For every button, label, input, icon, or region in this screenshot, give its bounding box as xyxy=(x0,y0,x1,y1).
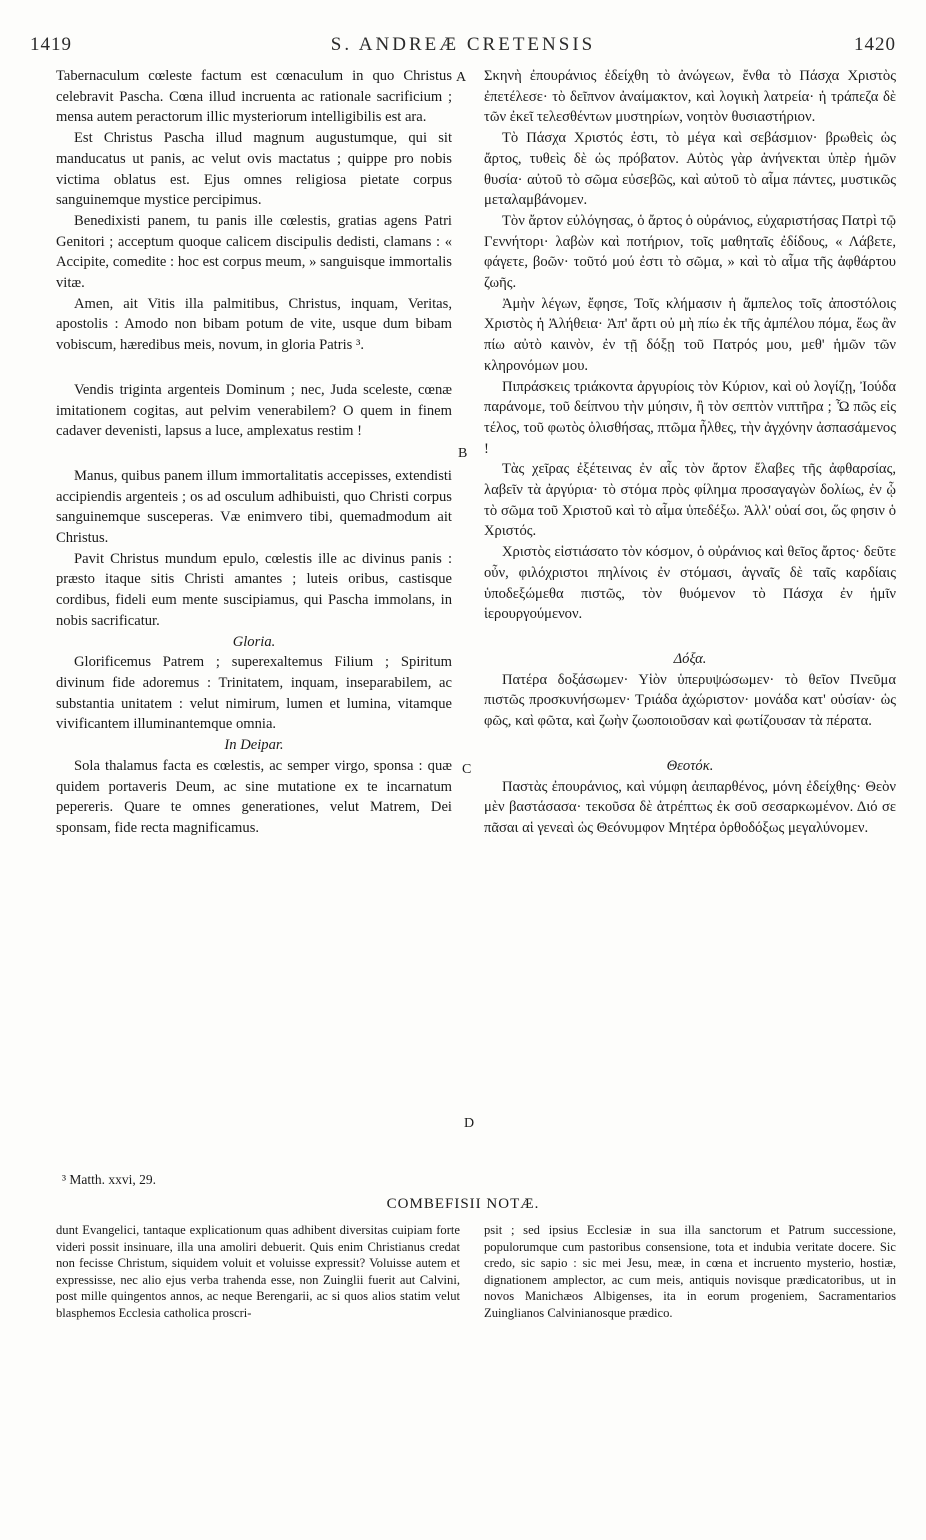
latin-paragraph: Tabernaculum cœleste factum est cœnaculum in quo Christus celebravit Pascha. Cœna illud incruenta ac rationale sacrificium ; mensa autem peractorum illic mysteriorum intelligibilis est ara. xyxy=(56,68,452,126)
page-number-right: 1420 xyxy=(854,34,896,55)
greek-column xyxy=(484,66,896,839)
latin-paragraph: Benedixisti panem, tu panis ille cœlestis, gratias agens Patri Genitori ; acceptum quoque calicem discipulis dedisti, clamans : « Accipite, comedite : hoc est corpus meum, » sanguisque immortalis vitæ. xyxy=(56,212,452,292)
notes-paragraph: dunt Evangelici, tantaque explicationum quas adhibent diversitas cuipiam forte videri possit insinuare, illa una amoliri debuerit. Quis enim Christianus credat non fecisse Christum, siquidem voluit et voluisse expressit? Voluisse autem et expressisse, nec alio ejus verba trahenda esse, non Zuinglii fuerit aut Calvini, post mille quingentos annos, ac neque Berengarii, ac si quos alios statim velut blasphemos Ecclesia catholica proscri- xyxy=(56,1223,460,1320)
greek-paragraph: Τὰς χεῖρας ἐξέτεινας ἐν αἷς τὸν ἄρτον ἔλαβες τῆς ἀφθαρσίας, λαβεῖν τὰ ἀργύρια· τὸ στόμα πρὸς φίλημα προσαγαγὼν δολίως, ἐν ᾧ τὸ σῶμα τοῦ Χριστοῦ καὶ τὸ αἷμα ὑπεδέξω. Ἀλλ' οὐαί σοι, ὥς φησιν ὁ Χριστός. xyxy=(484,461,896,540)
greek-paragraph: Πατέρα δοξάσωμεν· Υἱὸν ὑπερυψώσωμεν· τὸ θεῖον Πνεῦμα πιστῶς προσκυνήσωμεν· Τριάδα ἀχώριστον· μονάδα κατ' οὐσίαν· ὡς φῶς, καὶ φῶτα, καὶ ζωὴν ζωοποιοῦσαν καὶ φωτίζουσαν τὰ πέρατα. xyxy=(484,671,896,730)
footnote: ³ Matth. xxvi, 29. xyxy=(62,1172,157,1187)
section-heading-theotokion: Θεοτόκ. xyxy=(666,757,714,774)
page-number-left: 1419 xyxy=(30,34,72,55)
greek-paragraph: Τὸ Πάσχα Χριστός ἐστι, τὸ μέγα καὶ σεβάσμιον· βρωθεὶς ὡς ἄρτος, τυθεὶς δὲ ὡς πρόβατον. Αὐτὸς γὰρ ἀνήνεκται ὑπὲρ ἡμῶν θυσία· αὐτοῦ τὸ σῶμα εὐσεβῶς, καὶ αὐτοῦ τὸ αἷμα πάντες, μυστικῶς μεταλαμβάνομεν. xyxy=(484,130,896,209)
greek-paragraph: Χριστὸς εἱστιάσατο τὸν κόσμον, ὁ οὐράνιος καὶ θεῖος ἄρτος· δεῦτε οὖν, φιλόχριστοι πηλίνοις ἐν στόμασι, ἁγναῖς δὲ ταῖς καρδίαις ὑποδεξώμεθα πιστῶς, τὸν θυόμενον τὸ Πάσχα ἐν ἡμῖν ἱερουργούμενον. xyxy=(484,544,896,623)
notes-column-right xyxy=(484,1222,896,1322)
latin-paragraph: Vendis triginta argenteis Dominum ; nec, Juda sceleste, cœnæ imitationem cogitas, aut pelvim venerabilem? O quem in finem cadaver devenisti, lapsus a luce, amplexatus restim ! xyxy=(56,381,452,440)
spacer xyxy=(56,442,452,466)
latin-paragraph: Est Christus Pascha illud magnum augustumque, qui sit manducatus ut panis, ac velut ovis mactatus ; quippe pro nobis victima oblatus est. Ejus omnes religiosa pietate corpus sanguinemque mystice percipimus. xyxy=(56,130,452,209)
greek-paragraph: Σκηνὴ ἐπουράνιος ἐδείχθη τὸ ἀνώγεων, ἔνθα τὸ Πάσχα Χριστὸς ἐπετέλεσε· τὸ δεῖπνον ἀναίμακτον, καὶ λογικὴ λατρεία· ἡ τράπεζα δὲ τῶν ἐκεῖ τελεσθέντων μυστηρίων, νοητὸν θυσιαστήριον. xyxy=(484,68,896,126)
latin-paragraph: Glorificemus Patrem ; superexaltemus Filium ; Spiritum divinum fide adoremus : Trinitatem, inquam, inseparabilem, ac substantia unitatem : velut nimirum, lumen et lumina, vitamque vivificantem illuminantemque omnia. xyxy=(56,654,452,733)
margin-marker-b: B xyxy=(458,446,468,461)
margin-marker-c: C xyxy=(462,762,472,777)
section-heading-doxa: Δόξα. xyxy=(673,650,707,667)
page-header-title: S. ANDREÆ CRETENSIS xyxy=(330,34,596,55)
latin-paragraph: Sola thalamus facta es cœlestis, ac semper virgo, sponsa : quæ quidem portaveris Deum, ac sine mutatione ex te incarnatum pepereris. Quare te omnes generationes, velut Matrem, Dei sponsam, fide recta magnificamus. xyxy=(56,757,452,836)
greek-paragraph: Παστὰς ἐπουράνιος, καὶ νύμφη ἀειπαρθένος, μόνη ἐδείχθης· Θεὸν μὲν βαστάσασα· τεκοῦσα δὲ ἀτρέπτως ἐκ σοῦ σεσαρκωμένον. Διό σε πᾶσαι αἱ γενεαὶ ὡς Θεόνυμφον Μητέρα ὀρθοδόξως μεγαλύνομεν. xyxy=(484,778,896,836)
latin-paragraph: Pavit Christus mundum epulo, cœlestis ille ac divinus panis : præsto itaque sitis Christi amantes ; luteis oribus, castisque cordibus, fideli eum mente suscipiamus, qui Pascha immolans, in nobis sacrificatur. xyxy=(56,550,452,629)
spacer xyxy=(484,625,896,649)
greek-paragraph: Πιπράσκεις τριάκοντα ἀργυρίοις τὸν Κύριον, καὶ οὐ λογίζῃ, Ἰούδα παράνομε, τοῦ δείπνου τὴν μύησιν, ἢ τὸν σεπτὸν νιπτῆρα ; Ὦ πῶς εἰς τέλος, τοῦ φωτὸς ὀλισθήσας, πτῶμα ἦλθες, τὴν ἀγχόνην ἀσπασάμενος ! xyxy=(484,378,896,457)
latin-paragraph: Manus, quibus panem illum immortalitatis accepisses, extendisti accipiendis argenteis ; os ad osculum adhibuisti, quo Christi corpus sanguinemque susceperas. Væ enimvero tibi, quemadmodum ait Christus. xyxy=(56,467,452,547)
notes-column-left xyxy=(56,1222,460,1322)
running-header xyxy=(30,34,896,58)
greek-paragraph: Τὸν ἄρτον εὐλόγησας, ὁ ἄρτος ὁ οὐράνιος, εὐχαριστήσας Πατρὶ τῷ Γεννήτορι· λαβὼν καὶ ποτήριον, τοῖς μαθηταῖς ἐδίδους, « Λάβετε, φάγετε, βοῶν· τοῦτό μού ἐστι τὸ σῶμα, » καὶ τὸ αἷμα τῆς ἀφθάρτου ζωῆς. xyxy=(484,212,896,292)
latin-paragraph: Amen, ait Vitis illa palmitibus, Christus, inquam, Veritas, apostolis : Amodo non bibam potum de vite, usque dum bibam vobiscum, hæredibus meis, novum, in gloria Patris ³. xyxy=(56,295,452,354)
margin-marker-a: A xyxy=(456,70,467,85)
spacer xyxy=(484,732,896,756)
notes-title: COMBEFISII NOTÆ. xyxy=(386,1196,540,1212)
spacer xyxy=(56,356,452,380)
margin-marker-d: D xyxy=(464,1116,475,1131)
section-heading-gloria: Gloria. xyxy=(232,633,276,650)
section-heading-deipar: In Deipar. xyxy=(224,737,284,754)
greek-paragraph: Ἀμὴν λέγων, ἔφησε, Τοῖς κλήμασιν ἡ ἄμπελος τοῖς ἀποστόλοις Χριστὸς ἡ Ἀλήθεια· Ἀπ' ἄρτι οὐ μὴ πίω ἐκ τῆς ἀμπέλου πόμα, ἕως ἂν πίω αὐτὸ καινὸν, ἐν τῇ δόξῃ τοῦ Πατρός μου, μεθ' ἡμῶν τῶν κληρονόμων μου. xyxy=(484,295,896,374)
notes-paragraph: psit ; sed ipsius Ecclesiæ in sua illa sanctorum et Patrum successione, populorumque cum pastoribus consensione, tota et indubia veritate docere. Sic credo, sic sapio : sic mei Jesu, meæ, in cœna et incruento mysterio, hostiæ, dignationem amplector, ac cum meis, antiquis novisque prædicatoribus, ut in novos Manichæos Albigenses, ita in eorum progeniem, Sacramentarios Zuinglianos Calvinianosque prædico. xyxy=(484,1223,896,1320)
latin-column xyxy=(56,66,452,839)
